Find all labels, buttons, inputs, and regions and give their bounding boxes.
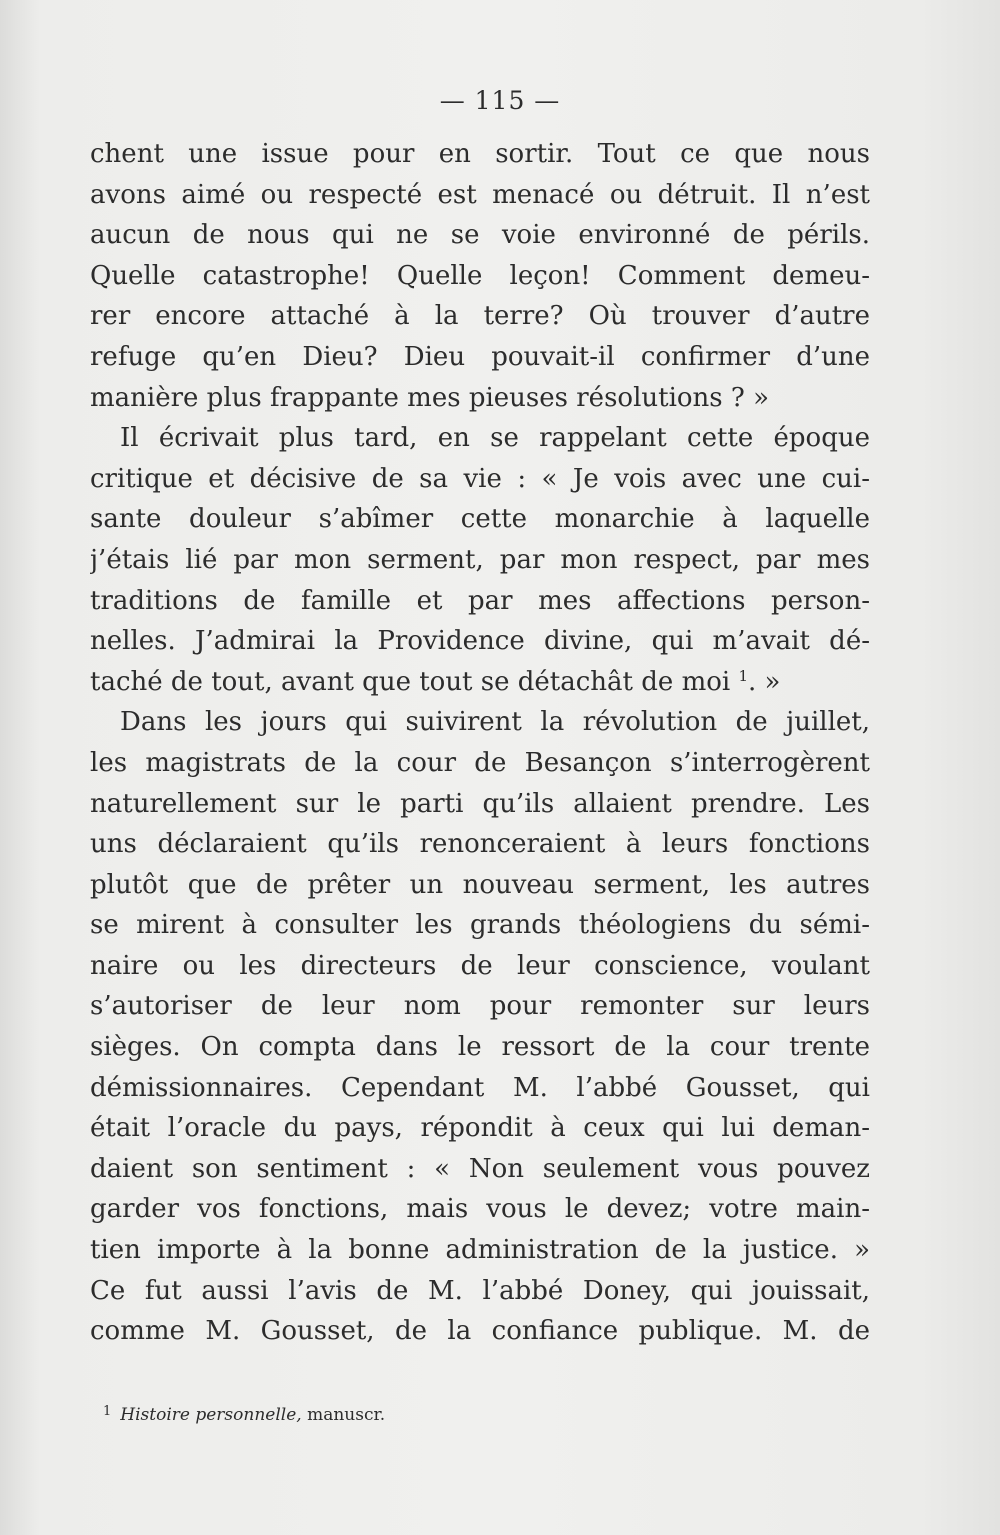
body-text bbox=[90, 134, 870, 1352]
text-line: chent une issue pour en sortir. Tout ce que nous bbox=[90, 139, 870, 169]
text-line: Dans les jours qui suivirent la révolution de juillet, bbox=[120, 707, 870, 738]
footnote-number: 1 bbox=[103, 1404, 112, 1419]
text-line: sièges. On compta dans le ressort de la cour trente bbox=[90, 1032, 870, 1063]
text-line: les magistrats de la cour de Besançon s’interrogèrent bbox=[90, 747, 870, 778]
text-line: s’autoriser de leur nom pour remonter sur leurs bbox=[90, 991, 870, 1022]
text-line: naire ou les directeurs de leur conscience, voulant bbox=[90, 950, 870, 981]
text-line: uns déclaraient qu’ils renonceraient à leurs fonctions bbox=[90, 829, 870, 860]
text-line: sante douleur s’abîmer cette monarchie à laquelle bbox=[90, 504, 870, 535]
text-line: se mirent à consulter les grands théologiens du sémi- bbox=[90, 910, 870, 941]
text-line: naturellement sur le parti qu’ils allaient prendre. Les bbox=[90, 788, 870, 819]
text-line: aucun de nous qui ne se voie environné de périls. bbox=[90, 220, 870, 251]
text-line: tien importe à la bonne administration de la justice. » bbox=[90, 1235, 870, 1266]
text-line: Ce fut aussi l’avis de M. l’abbé Doney, qui jouissait, bbox=[90, 1275, 870, 1306]
text-line: était l’oracle du pays, répondit à ceux qui lui deman- bbox=[90, 1113, 870, 1144]
text-line: daient son sentiment : « Non seulement vous pouvez bbox=[90, 1153, 870, 1184]
text-line: Il écrivait plus tard, en se rappelant cette époque bbox=[120, 423, 870, 454]
text-line: j’étais lié par mon serment, par mon respect, par mes bbox=[90, 544, 870, 575]
footnote bbox=[103, 1404, 385, 1425]
text-line: manière plus frappante mes pieuses résolutions ? » bbox=[90, 382, 770, 413]
text-line: plutôt que de prêter un nouveau serment, les autres bbox=[90, 869, 870, 900]
text-line: refuge qu’en Dieu? Dieu pouvait-il confirmer d’une bbox=[90, 341, 870, 372]
text-line: démissionnaires. Cependant M. l’abbé Gousset, qui bbox=[90, 1072, 870, 1103]
text-line: comme M. Gousset, de la confiance publique. M. de bbox=[90, 1316, 870, 1347]
text-line-part: taché de tout, avant que tout se détachât de moi bbox=[90, 666, 731, 697]
page-number: — 115 — bbox=[439, 86, 561, 115]
text-line-part: . » bbox=[748, 666, 781, 697]
text-line: garder vos fonctions, mais vous le devez; votre main- bbox=[90, 1194, 870, 1225]
text-line: traditions de famille et par mes affections person- bbox=[90, 585, 870, 616]
footnote-reference: 1 bbox=[738, 666, 748, 685]
footnote-text: manuscr. bbox=[301, 1405, 386, 1425]
footnote-title: Histoire personnelle, bbox=[120, 1405, 302, 1425]
text-line: rer encore attaché à la terre? Où trouver d’autre bbox=[90, 301, 870, 332]
text-line-with-footnote bbox=[90, 662, 870, 703]
text-line: nelles. J’admirai la Providence divine, qui m’avait dé- bbox=[90, 626, 870, 657]
text-line: Quelle catastrophe! Quelle leçon! Comment demeu- bbox=[90, 260, 870, 291]
text-line: critique et décisive de sa vie : « Je vois avec une cui- bbox=[90, 463, 870, 494]
text-line: avons aimé ou respecté est menacé ou détruit. Il n’est bbox=[90, 179, 870, 210]
